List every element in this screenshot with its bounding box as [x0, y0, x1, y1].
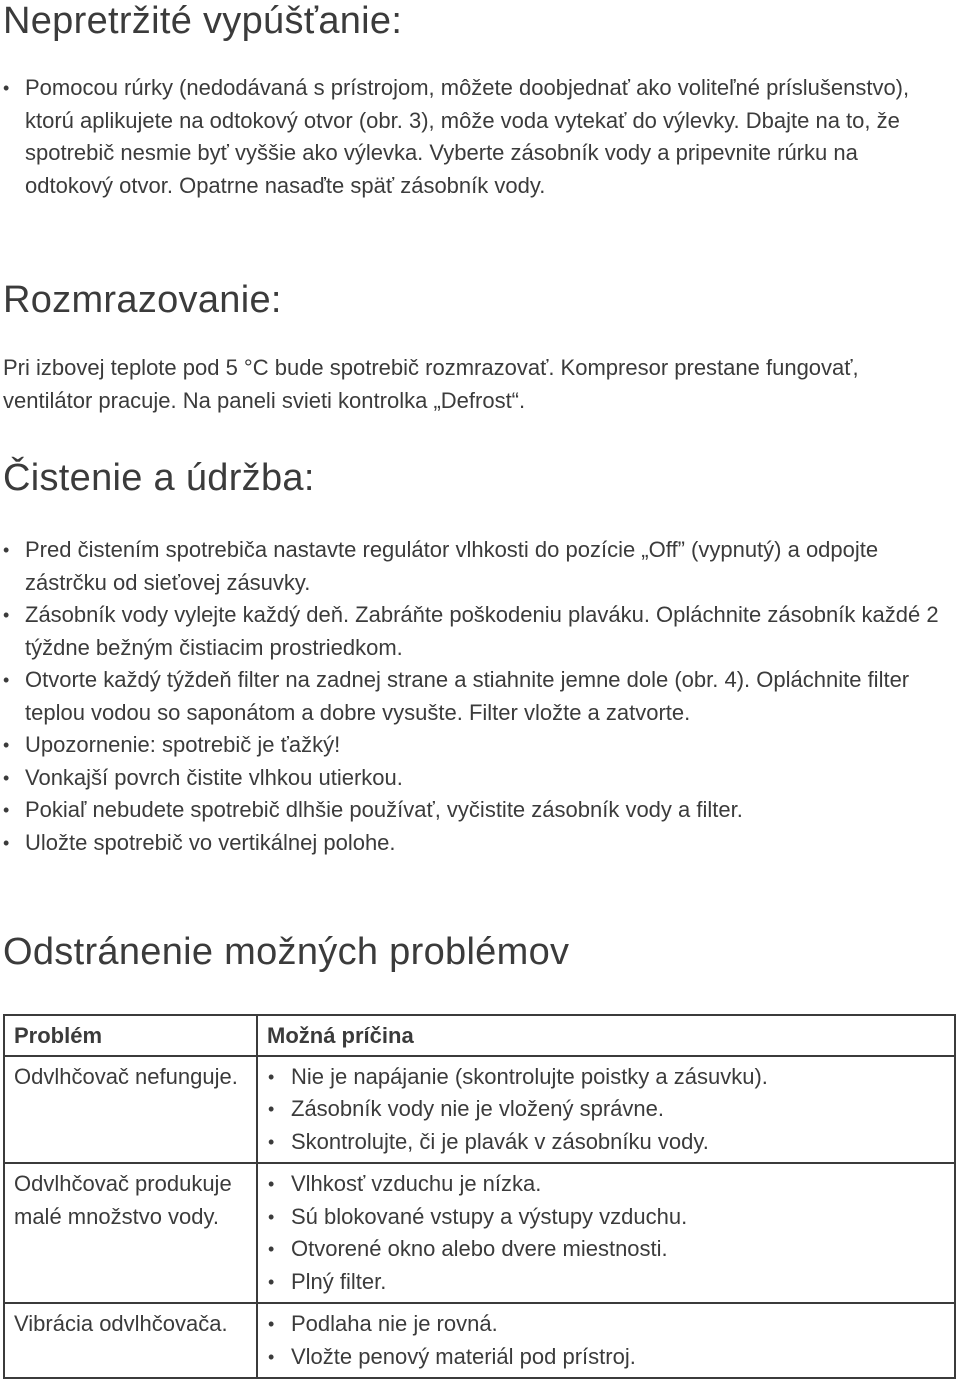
cause-cell	[257, 1163, 955, 1303]
table-row	[4, 1056, 955, 1164]
table-row	[4, 1303, 955, 1378]
table-header-row	[4, 1015, 955, 1056]
cause-list	[267, 1308, 946, 1373]
defrost-paragraph: Pri izbovej teplote pod 5 °C bude spotrebič rozmrazovať. Kompresor prestane fungovať, ventilátor pracuje. Na paneli svieti kontrolka „Defrost“.	[3, 355, 859, 413]
list-item: • Uložte spotrebič vo vertikálnej polohe.	[0, 827, 950, 860]
problem-cell: Vibrácia odvlhčovača.	[4, 1303, 257, 1378]
column-header-problem: Problém	[4, 1015, 257, 1056]
list-item: • Pokiaľ nebudete spotrebič dlhšie používať, vyčistite zásobník vody a filter.	[0, 794, 950, 827]
list-item: • Pred čistením spotrebiča nastavte regulátor vlhkosti do pozície „Off” (vypnutý) a odpojte zástrčku od sieťovej zásuvky.	[0, 534, 950, 599]
troubleshooting-table	[3, 1014, 956, 1379]
list-item: • Vložte penový materiál pod prístroj.	[267, 1341, 946, 1374]
list-item: • Skontrolujte, či je plavák v zásobníku vody.	[267, 1126, 946, 1159]
section-title-troubleshooting: Odstránenie možných problémov	[3, 931, 570, 973]
cause-list	[267, 1168, 946, 1298]
cause-cell	[257, 1303, 955, 1378]
problem-cell: Odvlhčovač produkuje malé množstvo vody.	[4, 1163, 257, 1303]
problem-cell: Odvlhčovač nefunguje.	[4, 1056, 257, 1164]
list-item: • Upozornenie: spotrebič je ťažký!	[0, 729, 950, 762]
list-item: • Vonkajší povrch čistite vlhkou utierkou.	[0, 762, 950, 795]
list-item: • Nie je napájanie (skontrolujte poistky a zásuvku).	[267, 1061, 946, 1094]
section-title-defrost: Rozmrazovanie:	[3, 279, 282, 321]
list-item: • Otvorené okno alebo dvere miestnosti.	[267, 1233, 946, 1266]
list-item: • Zásobník vody vylejte každý deň. Zabráňte poškodeniu plaváku. Opláchnite zásobník každé 2 týždne bežným čistiacim prostriedkom.	[0, 599, 950, 664]
list-item: • Otvorte každý týždeň filter na zadnej strane a stiahnite jemne dole (obr. 4). Opláchnite filter teplou vodou so saponátom a dobre vysušte. Filter vložte a zatvorte.	[0, 664, 950, 729]
cause-cell	[257, 1056, 955, 1164]
list-item: • Vlhkosť vzduchu je nízka.	[267, 1168, 946, 1201]
drain-bullet-list	[0, 72, 945, 202]
cause-list	[267, 1061, 946, 1159]
table-row	[4, 1163, 955, 1303]
list-item: • Plný filter.	[267, 1266, 946, 1299]
column-header-cause: Možná príčina	[257, 1015, 955, 1056]
list-item: • Zásobník vody nie je vložený správne.	[267, 1093, 946, 1126]
list-item: • Pomocou rúrky (nedodávaná s prístrojom, môžete doobjednať ako voliteľné príslušenstvo), ktorú aplikujete na odtokový otvor (obr. 3), môže voda vytekať do výlevky. Dbajte na to, že spotrebič nesmie byť vyššie ako výlevka. Vyberte zásobník vody a pripevnite rúrku na odtokový otvor. Opatrne nasaďte späť zásobník vody.	[0, 72, 945, 202]
cleaning-bullet-list	[0, 534, 950, 859]
list-item: • Sú blokované vstupy a výstupy vzduchu.	[267, 1201, 946, 1234]
list-item: • Podlaha nie je rovná.	[267, 1308, 946, 1341]
section-title-cleaning: Čistenie a údržba:	[3, 457, 315, 499]
section-title-drain: Nepretržité vypúšťanie:	[3, 0, 403, 42]
